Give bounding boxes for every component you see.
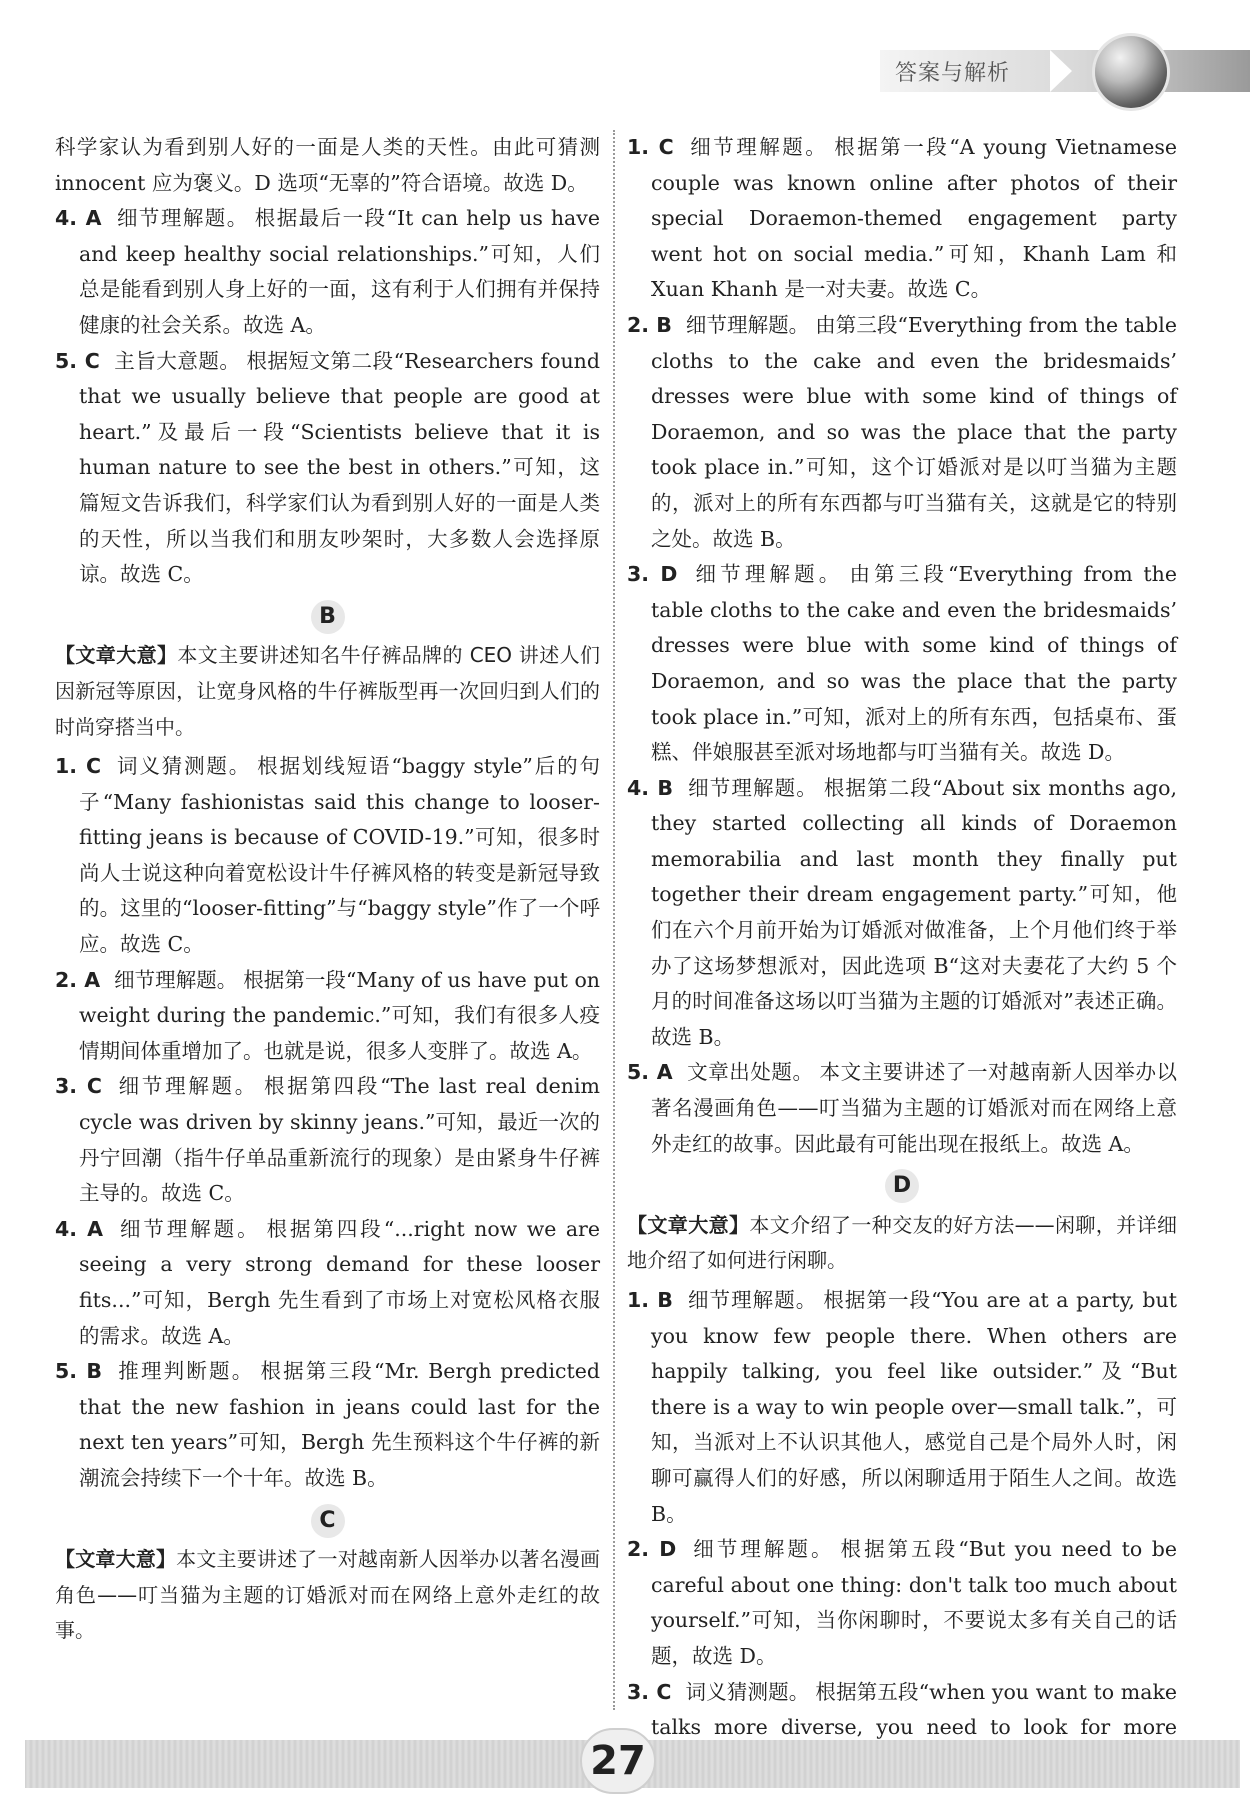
summary-d (627, 1208, 1177, 1279)
answer-explanation: 由第三段“Everything from the table cloths to the cake and even the bridesmaids’ dresses were blue with some kind of things of Doraemon, and so was the place that the party took place in.”可知，这个订婚派对是以叮当猫为主题的，派对上的所有东西都与叮当猫有关，这就是它的特别之处。故选 B。 (651, 312, 1177, 551)
answer-number: 4. A (55, 206, 102, 231)
question-type: 细节理解题。 (115, 1074, 258, 1099)
answer-number: 4. B (627, 775, 673, 800)
answer-explanation: 根据第四段“The last real denim cycle was driven by skinny jeans.”可知，最近一次的丹宁回潮（指牛仔单品重新流行的现象）是由紧身牛仔裤主导的。故选 C。 (79, 1074, 600, 1206)
answer-item (627, 1283, 1177, 1532)
answer-number: 1. C (55, 754, 102, 779)
question-type: 细节理解题。 (114, 967, 238, 992)
question-type: 细节理解题。 (686, 1288, 818, 1312)
answer-item (627, 771, 1177, 1056)
section-heading-b: B (55, 599, 600, 635)
answer-item (627, 1532, 1177, 1674)
question-type: 文章出处题。 (686, 1060, 814, 1085)
summary-text: 本文主要讲述了一对越南新人因举办以著名漫画角色——叮当猫为主题的订婚派对而在网络上意外走红的故事。 (55, 1547, 601, 1643)
answer-item (55, 749, 600, 963)
summary-label: 【文章大意】 (55, 643, 178, 668)
section-heading-d: D (627, 1168, 1177, 1204)
answer-explanation: 根据短文第二段“Researchers found that we usually believe that people are good at heart.”及最后一段“Scientists believe that it is human nature to see the best in others.”可知，这篇短文告诉我们，科学家们认为看到别人好的一面是人类的天性，所以当我们和朋友吵架时，大多数人会选择原谅。故选 C。 (79, 348, 600, 587)
question-type: 主旨大意题。 (113, 348, 241, 373)
answer-item (55, 201, 600, 343)
answer-number: 3. C (627, 1679, 672, 1704)
header-arrow-decoration (1050, 50, 1072, 92)
summary-label: 【文章大意】 (55, 1547, 177, 1572)
question-type: 词义猜测题。 (115, 754, 252, 779)
answer-explanation: 根据第四段“...right now we are seeing a very strong demand for these looser fits...”可知，Bergh 先生看到了市场上对宽松风格衣服的需求。故选 A。 (79, 1216, 600, 1348)
question-type: 细节理解题。 (685, 312, 810, 337)
question-type: 细节理解题。 (690, 1537, 835, 1562)
answer-explanation: 根据第一段“Many of us have put on weight during the pandemic.”可知，我们有很多人疫情期间体重增加了。也就是说，很多人变胖了。故选 A。 (79, 967, 600, 1063)
summary-text: 本文主要讲述知名牛仔裤品牌的 CEO 讲述人们因新冠等原因，让宽身风格的牛仔裤版型再一次回归到人们的时尚穿搭当中。 (55, 643, 601, 739)
answer-item (627, 1055, 1177, 1162)
answer-explanation: 由第三段“Everything from the table cloths to the cake and even the bridesmaids’ dresses were blue with some kind of things of Doraemon, and so was the place that the party took place in.”可知，派对上的所有东西，包括桌布、蛋糕、伴娘服甚至派对场地都与叮当猫有关。故选 D。 (651, 562, 1177, 765)
answer-item (55, 344, 600, 593)
question-type: 细节理解题。 (691, 562, 844, 587)
answer-explanation: 根据第五段“when you want to make talks more diverse, you need to look for more (651, 1679, 1178, 1740)
answer-item (55, 963, 600, 1070)
answer-explanation: 根据第五段“But you need to be careful about one thing: don't talk too much about yourself.”可知，当你闲聊时，不要说太多有关自己的话题，故选 D。 (651, 1537, 1177, 1668)
right-column (627, 130, 1177, 1781)
continued-answer: 科学家认为看到别人好的一面是人类的天性。由此可猜测 innocent 应为褒义。D 选项“无辜的”符合语境。故选 D。 (55, 135, 600, 195)
question-type: 细节理解题。 (686, 775, 818, 800)
answer-number: 3. C (55, 1074, 102, 1099)
answer-number: 1. B (627, 1288, 673, 1312)
question-type: 细节理解题。 (687, 135, 829, 159)
section-heading-c: C (55, 1503, 600, 1539)
answer-number: 2. A (55, 967, 101, 992)
page-number: 27 (580, 1728, 656, 1794)
answer-explanation: 根据第一段“A young Vietnamese couple was known online after photos of their special Doraemon-themed engagement party went hot on social media.”可知，Khanh Lam 和 Xuan Khanh 是一对夫妻。故选 C。 (651, 135, 1178, 302)
page-header (0, 0, 1250, 110)
question-type: 推理判断题。 (116, 1359, 255, 1384)
summary-text: 本文介绍了一种交友的好方法——闲聊，并详细地介绍了如何进行闲聊。 (627, 1212, 1178, 1273)
answer-number: 3. D (627, 562, 678, 587)
answer-item (627, 557, 1177, 771)
answer-number: 5. A (627, 1060, 673, 1085)
summary-b (55, 638, 600, 745)
answer-list-c (627, 130, 1177, 1162)
answer-number: 4. A (55, 1216, 103, 1241)
column-divider (613, 130, 615, 1710)
header-title: 答案与解析 (895, 61, 1011, 86)
answer-number: 2. B (627, 312, 672, 337)
answer-item (55, 1354, 600, 1496)
answer-item (627, 130, 1177, 308)
left-column (55, 130, 600, 1653)
question-type: 词义猜测题。 (685, 1679, 810, 1704)
answer-explanation: 根据第二段“About six months ago, they started collecting all kinds of Doraemon memorabilia and last month they finally put together their dream engagement party.”可知，他们在六个月前开始为订婚派对做准备，上个月他们终于举办了这场梦想派对，因此选项 B“这对夫妻花了大约 5 个月的时间准备这场以叮当猫为主题的订婚派对”表述正确。故选 B。 (651, 775, 1177, 1049)
question-type: 细节理解题。 (115, 206, 249, 231)
answer-number: 5. B (55, 1359, 103, 1384)
answer-number: 5. C (55, 348, 100, 373)
globe-icon (1095, 36, 1167, 108)
answer-number: 1. C (627, 135, 674, 159)
answer-explanation: 本文主要讲述了一对越南新人因举办以著名漫画角色——叮当猫为主题的订婚派对而在网络上意外走红的故事。因此最有可能出现在报纸上。故选 A。 (651, 1060, 1178, 1156)
answer-explanation: 根据第三段“Mr. Bergh predicted that the new fashion in jeans could last for the next ten years”可知，Bergh 先生预料这个牛仔裤的新潮流会持续下一个十年。故选 B。 (79, 1359, 600, 1490)
summary-c (55, 1542, 600, 1649)
answer-explanation: 根据最后一段“It can help us have and keep healthy social relationships.”可知，人们总是能看到别人身上好的一面，这有利于人们拥有并保持健康的社会关系。故选 A。 (79, 206, 600, 337)
answer-list-b (55, 749, 600, 1496)
answer-explanation: 根据第一段“You are at a party, but you know few people there. When others are happily talking, you feel like outsider.”及“But there is a way to win people over—small talk.”，可知，当派对上不认识其他人，感觉自己是个局外人时，闲聊可赢得人们的好感，所以闲聊适用于陌生人之间。故选 B。 (651, 1288, 1178, 1526)
answer-list-a (55, 201, 600, 593)
answer-item (627, 308, 1177, 557)
summary-label: 【文章大意】 (627, 1212, 750, 1237)
answer-list-d (627, 1283, 1177, 1781)
answer-explanation: 根据划线短语“baggy style”后的句子“Many fashionistas said this change to looser-fitting jeans is because of COVID-19.”可知，很多时尚人士说这种向着宽松设计牛仔裤风格的转变是新冠导致的。这里的“looser-fitting”与“baggy style”作了一个呼应。故选 C。 (79, 754, 601, 957)
question-type: 细节理解题。 (117, 1216, 261, 1241)
answer-item (55, 1069, 600, 1211)
answer-item (55, 1212, 600, 1354)
answer-number: 2. D (627, 1537, 677, 1562)
